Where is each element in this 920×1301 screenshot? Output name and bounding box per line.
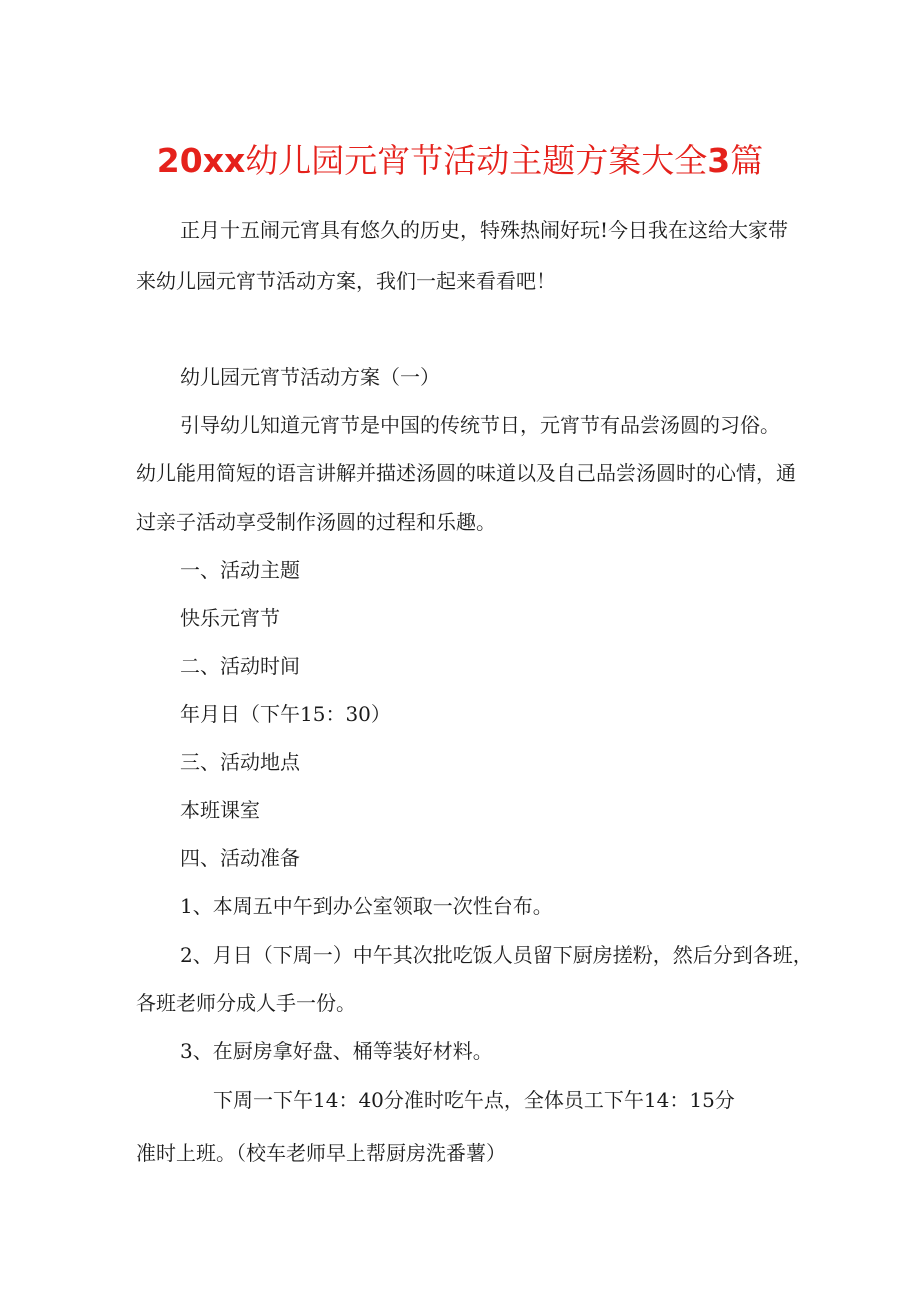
prep-item-2-line-1: 2、月日（下周一）中午其次批吃饭人员留下厨房搓粉，然后分到各班， bbox=[180, 943, 813, 967]
intro-line-1: 正月十五闹元宵具有悠久的历史，特殊热闹好玩!今日我在这给大家带 bbox=[180, 218, 789, 242]
schedule-line-2: 准时上班。（校车老师早上帮厨房洗番薯） bbox=[136, 1141, 506, 1165]
paragraph-1-line-1: 引导幼儿知道元宵节是中国的传统节日，元宵节有品尝汤圆的习俗。 bbox=[180, 413, 780, 437]
item-4-heading: 四、活动准备 bbox=[180, 846, 300, 870]
item-1-heading: 一、活动主题 bbox=[180, 558, 300, 582]
paragraph-1-line-3: 过亲子活动享受制作汤圆的过程和乐趣。 bbox=[136, 510, 496, 534]
prep-item-1: 1、本周五中午到办公室领取一次性台布。 bbox=[180, 894, 553, 918]
title-count: 3 bbox=[707, 141, 731, 180]
item-2-value: 年月日（下午15：30） bbox=[180, 702, 391, 726]
item-1-value: 快乐元宵节 bbox=[180, 606, 280, 630]
title-end: 篇 bbox=[730, 141, 764, 180]
item-2-heading: 二、活动时间 bbox=[180, 654, 300, 678]
item-3-heading: 三、活动地点 bbox=[180, 750, 300, 774]
intro-line-2: 来幼儿园元宵节活动方案，我们一起来看看吧！ bbox=[136, 269, 556, 293]
title-year: 20xx bbox=[156, 141, 246, 180]
section-heading: 幼儿园元宵节活动方案（一） bbox=[180, 365, 440, 389]
prep-item-2-line-2: 各班老师分成人手一份。 bbox=[136, 991, 356, 1015]
document-title bbox=[0, 138, 920, 184]
schedule-line-1: 下周一下午14：40分准时吃午点，全体员工下午14：15分 bbox=[213, 1088, 735, 1112]
item-3-value: 本班课室 bbox=[180, 798, 260, 822]
prep-item-3: 3、在厨房拿好盘、桶等装好材料。 bbox=[180, 1039, 493, 1063]
paragraph-1-line-2: 幼儿能用简短的语言讲解并描述汤圆的味道以及自己品尝汤圆时的心情，通 bbox=[136, 461, 796, 485]
title-main: 幼儿园元宵节活动主题方案大全 bbox=[245, 141, 708, 180]
